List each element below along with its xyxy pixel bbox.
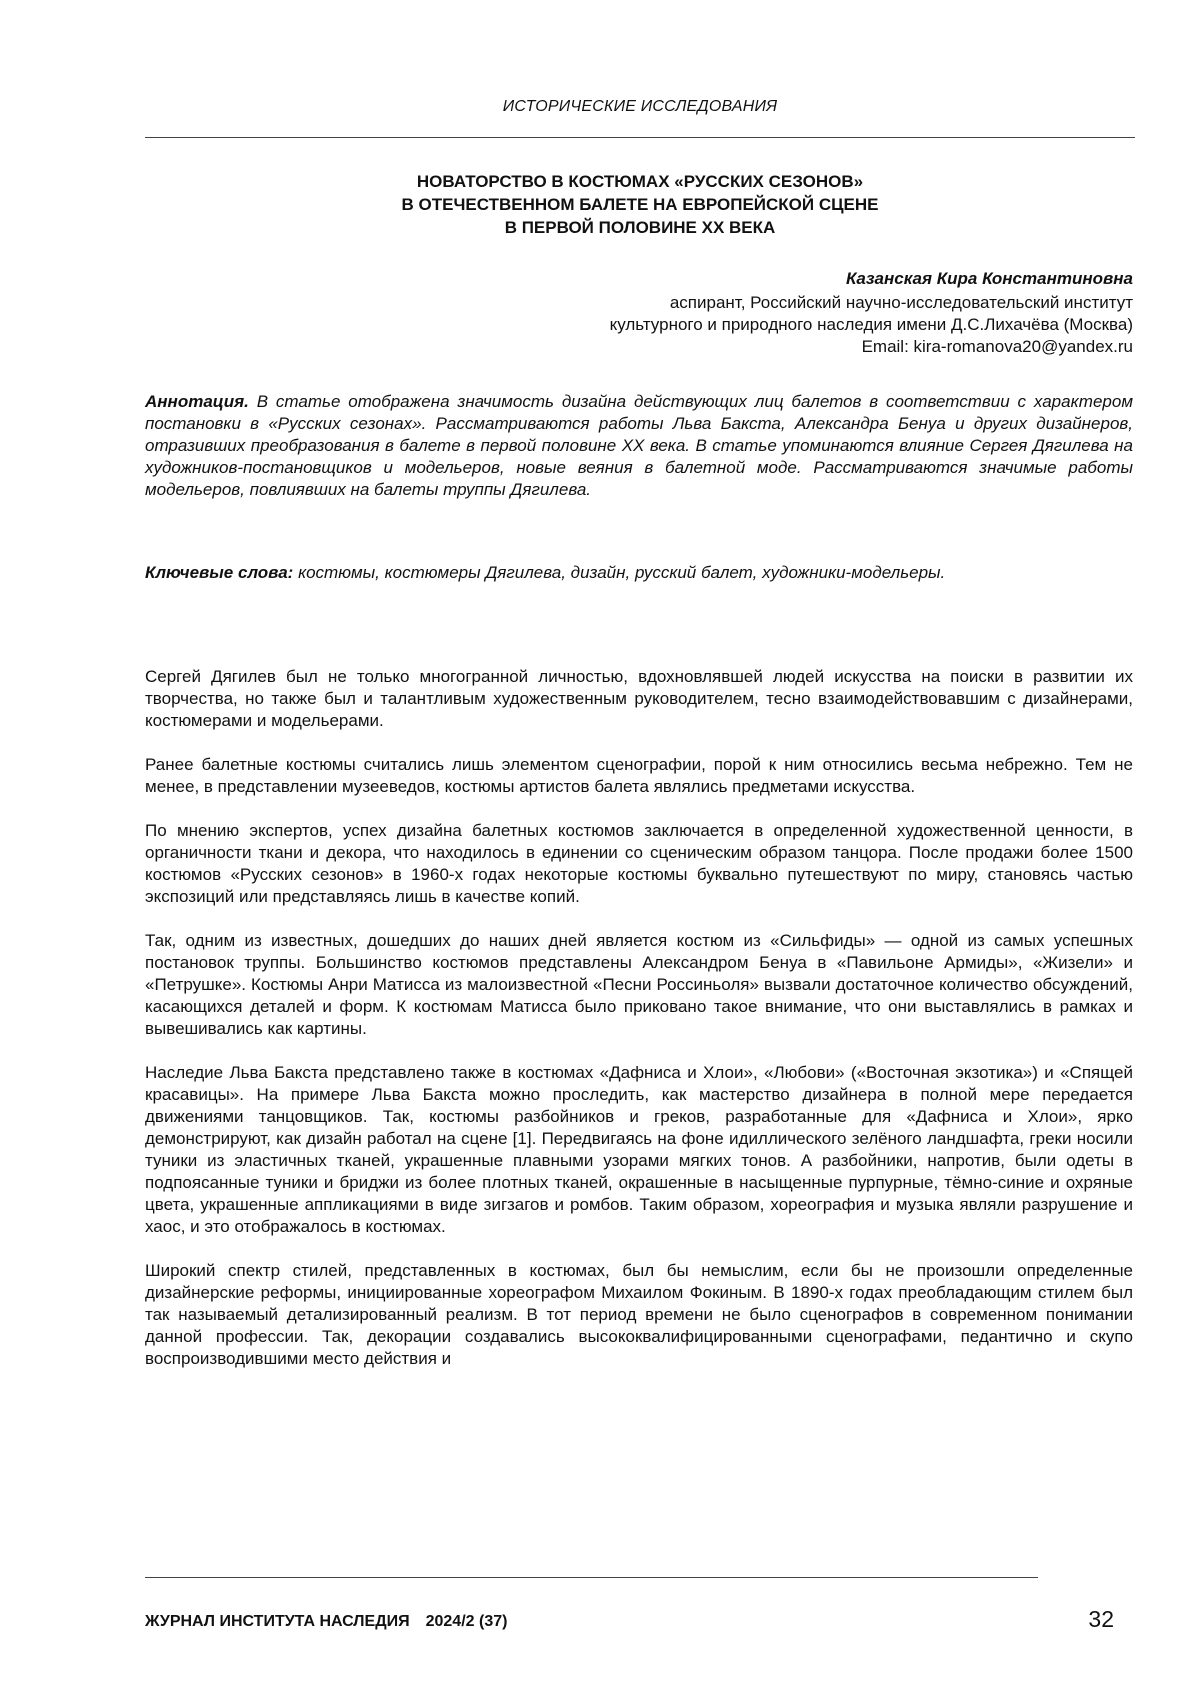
footer-rule: [145, 1577, 1038, 1578]
body-paragraph: Так, одним из известных, дошедших до наших дней является костюм из «Сильфиды» — одной из самых успешных постановок труппы. Большинство костюмов представлены Александром Бенуа в «Павильоне Армиды», «Жизели» и «Петрушке». Костюмы Анри Матисса из малоизвестной «Песни Россиньоля» вызвали достаточное количество обсуждений, касающихся деталей и форм. К костюмам Матисса было приковано такое внимание, что они выставлялись в рамках и вывешивались как картины.: [145, 931, 1133, 1038]
body-paragraph: Сергей Дягилев был не только многогранной личностью, вдохновлявшей людей искусства на поиски в развитии их творчества, но также был и талантливым художественным руководителем, тесно взаимодействовавшим с дизайнерами, костюмерами и модельерами.: [145, 667, 1133, 730]
journal-name: ЖУРНАЛ ИНСТИТУТА НАСЛЕДИЯ: [145, 1613, 410, 1630]
abstract: [145, 391, 1133, 501]
page-number: 32: [1088, 1606, 1114, 1632]
body-paragraph: Широкий спектр стилей, представленных в костюмах, был бы немыслим, если бы не произошли определенные дизайнерские реформы, инициированные хореографом Михаилом Фокиным. В 1890-х годах преобладающим стилем был так называемый детализированный реализм. В тот период времени не было сценографов в современном понимании данной профессии. Так, декорации создавались высококвалифицированными сценографами, педантично и скупо воспроизводившими место действия и: [145, 1261, 1133, 1368]
keywords-label: Ключевые слова:: [145, 563, 294, 582]
body-paragraph: По мнению экспертов, успех дизайна балетных костюмов заключается в определенной художественной ценности, в органичности ткани и декора, что находилось в единении со сценическим образом танцора. После продажи более 1500 костюмов «Русских сезонов» в 1960-х годах некоторые костюмы буквально путешествуют по миру, становясь частью экспозиций или представляясь лишь в качестве копий.: [145, 821, 1133, 906]
author-name: Казанская Кира Константиновна: [845, 269, 1133, 288]
author-affiliation-2: культурного и природного наследия имени Д.С.Лихачёва (Москва): [609, 315, 1133, 334]
article-body: [145, 666, 1133, 1392]
author-affiliation-1: аспирант, Российский научно-исследовательский институт: [669, 293, 1133, 312]
keywords-text: костюмы, костюмеры Дягилева, дизайн, русский балет, художники-модельеры.: [298, 563, 946, 582]
body-paragraph: Наследие Льва Бакста представлено также в костюмах «Дафниса и Хлои», «Любови» («Восточная экзотика») и «Спящей красавицы». На примере Льва Бакста можно проследить, как мастерство дизайнера в полной мере передается движениями танцовщиков. Так, костюмы разбойников и греков, разработанные для «Дафниса и Хлои», ярко демонстрируют, как дизайн работал на сцене [1]. Передвигаясь на фоне идиллического зелёного ландшафта, греки носили туники из эластичных тканей, украшенные плавными узорами мягких тонов. А разбойники, напротив, были одеты в подпоясанные туники и бриджи из более плотных тканей, окрашенные в насыщенные пурпурные, тёмно-синие и охряные цвета, украшенные аппликациями в виде зигзагов и ромбов. Таким образом, хореография и музыка являли разрушение и хаос, и это отображалось в костюмах.: [145, 1063, 1133, 1236]
footer-journal: [145, 1613, 507, 1631]
abstract-text: В статье отображена значимость дизайна действующих лиц балетов в соответствии с характером постановки в «Русских сезонах». Рассматриваются работы Льва Бакста, Александра Бенуа и других дизайнеров, отразивших преобразования в балете в первой половине XX века. В статье упоминаются влияние Сергея Дягилева на художников-постановщиков и модельеров, новые веяния в балетной моде. Рассматриваются значимые работы модельеров, повлиявших на балеты труппы Дягилева.: [145, 392, 1133, 499]
title-line-3: В ПЕРВОЙ ПОЛОВИНЕ XX ВЕКА: [504, 218, 776, 237]
author-email: Email: kira-romanova20@yandex.ru: [861, 337, 1133, 356]
body-paragraph: Ранее балетные костюмы считались лишь элементом сценографии, порой к ним относились весьма небрежно. Тем не менее, в представлении музееведов, костюмы артистов балета являлись предметами искусства.: [145, 755, 1133, 796]
title-line-1: НОВАТОРСТВО В КОСТЮМАХ «РУССКИХ СЕЗОНОВ»: [416, 172, 864, 191]
author-block: [433, 268, 1133, 358]
article-title: [145, 170, 1135, 239]
title-line-2: В ОТЕЧЕСТВЕННОМ БАЛЕТЕ НА ЕВРОПЕЙСКОЙ СЦЕНЕ: [401, 195, 879, 214]
running-head: ИСТОРИЧЕСКИЕ ИССЛЕДОВАНИЯ: [502, 98, 778, 115]
abstract-label: Аннотация.: [145, 392, 249, 411]
keywords: [145, 562, 1133, 584]
header-rule: [145, 137, 1135, 138]
journal-issue: 2024/2 (37): [425, 1613, 508, 1630]
